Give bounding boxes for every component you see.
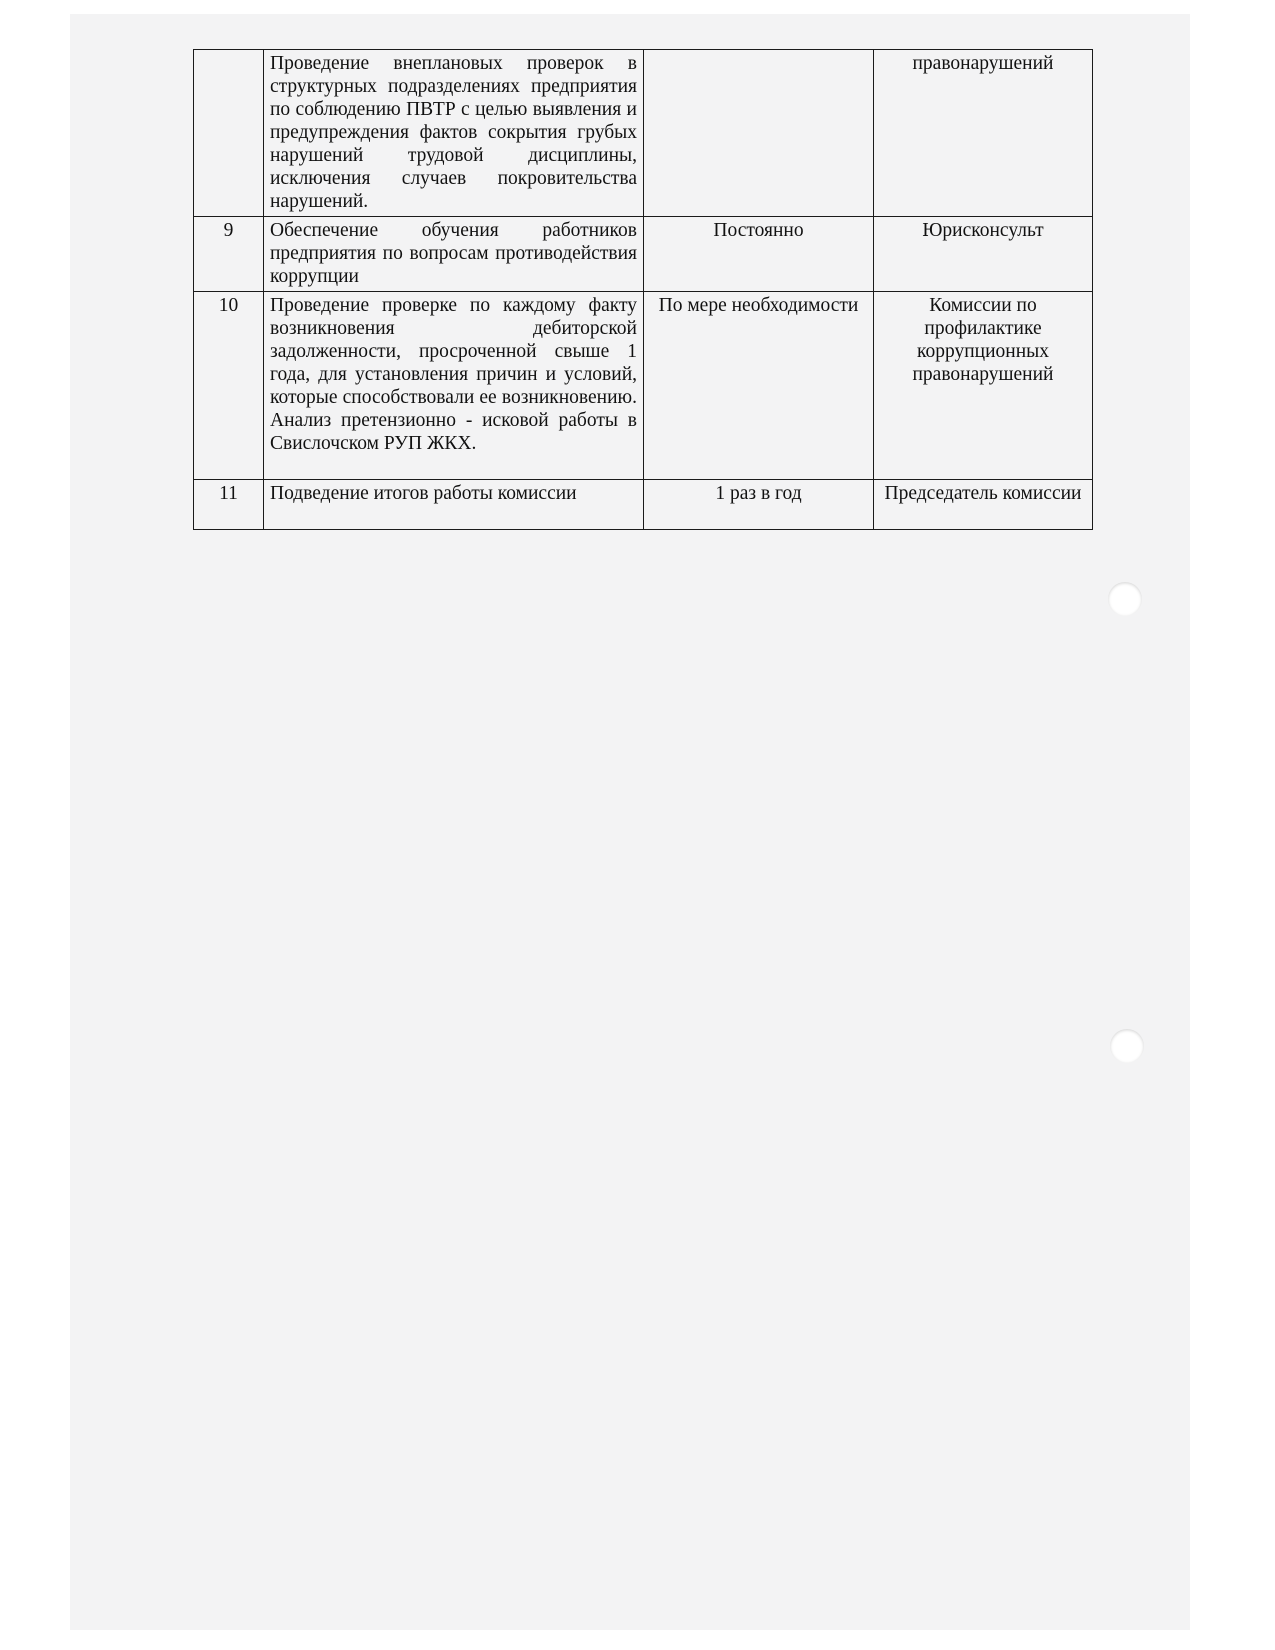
punch-hole [1110,1029,1144,1063]
event-executor: Юрисконсульт [874,217,1093,292]
event-description: Обеспечение обучения работников предприятия по вопросам противодействия коррупции [264,217,644,292]
row-number: 9 [194,217,264,292]
row-number: 11 [194,480,264,530]
event-executor: Председатель комиссии [874,480,1093,530]
punch-hole [1108,582,1142,616]
event-term: 1 раз в год [644,480,874,530]
table-row [194,217,1093,292]
event-term: По мере необходимости [644,292,874,480]
document-page [70,14,1190,1630]
measures-table [193,49,1093,530]
event-term [644,50,874,217]
event-term: Постоянно [644,217,874,292]
event-description: Проведение проверке по каждому факту возникновения дебиторской задолженности, просроченной свыше 1 года, для установления причин и условий, которые способствовали ее возникновению. Анализ претензионно - исковой работы в Свислочском РУП ЖКХ. [264,292,644,480]
event-executor: правонарушений [874,50,1093,217]
event-executor: Комиссии по профилактике коррупционных правонарушений [874,292,1093,480]
event-description: Проведение внеплановых проверок в структурных подразделениях предприятия по соблюдению ПВТР с целью выявления и предупреждения фактов сокрытия грубых нарушений трудовой дисциплины, исключения случаев покровительства нарушений. [264,50,644,217]
table-row [194,50,1093,217]
table-row [194,292,1093,480]
table-row [194,480,1093,530]
row-number [194,50,264,217]
event-description: Подведение итогов работы комиссии [264,480,644,530]
row-number: 10 [194,292,264,480]
